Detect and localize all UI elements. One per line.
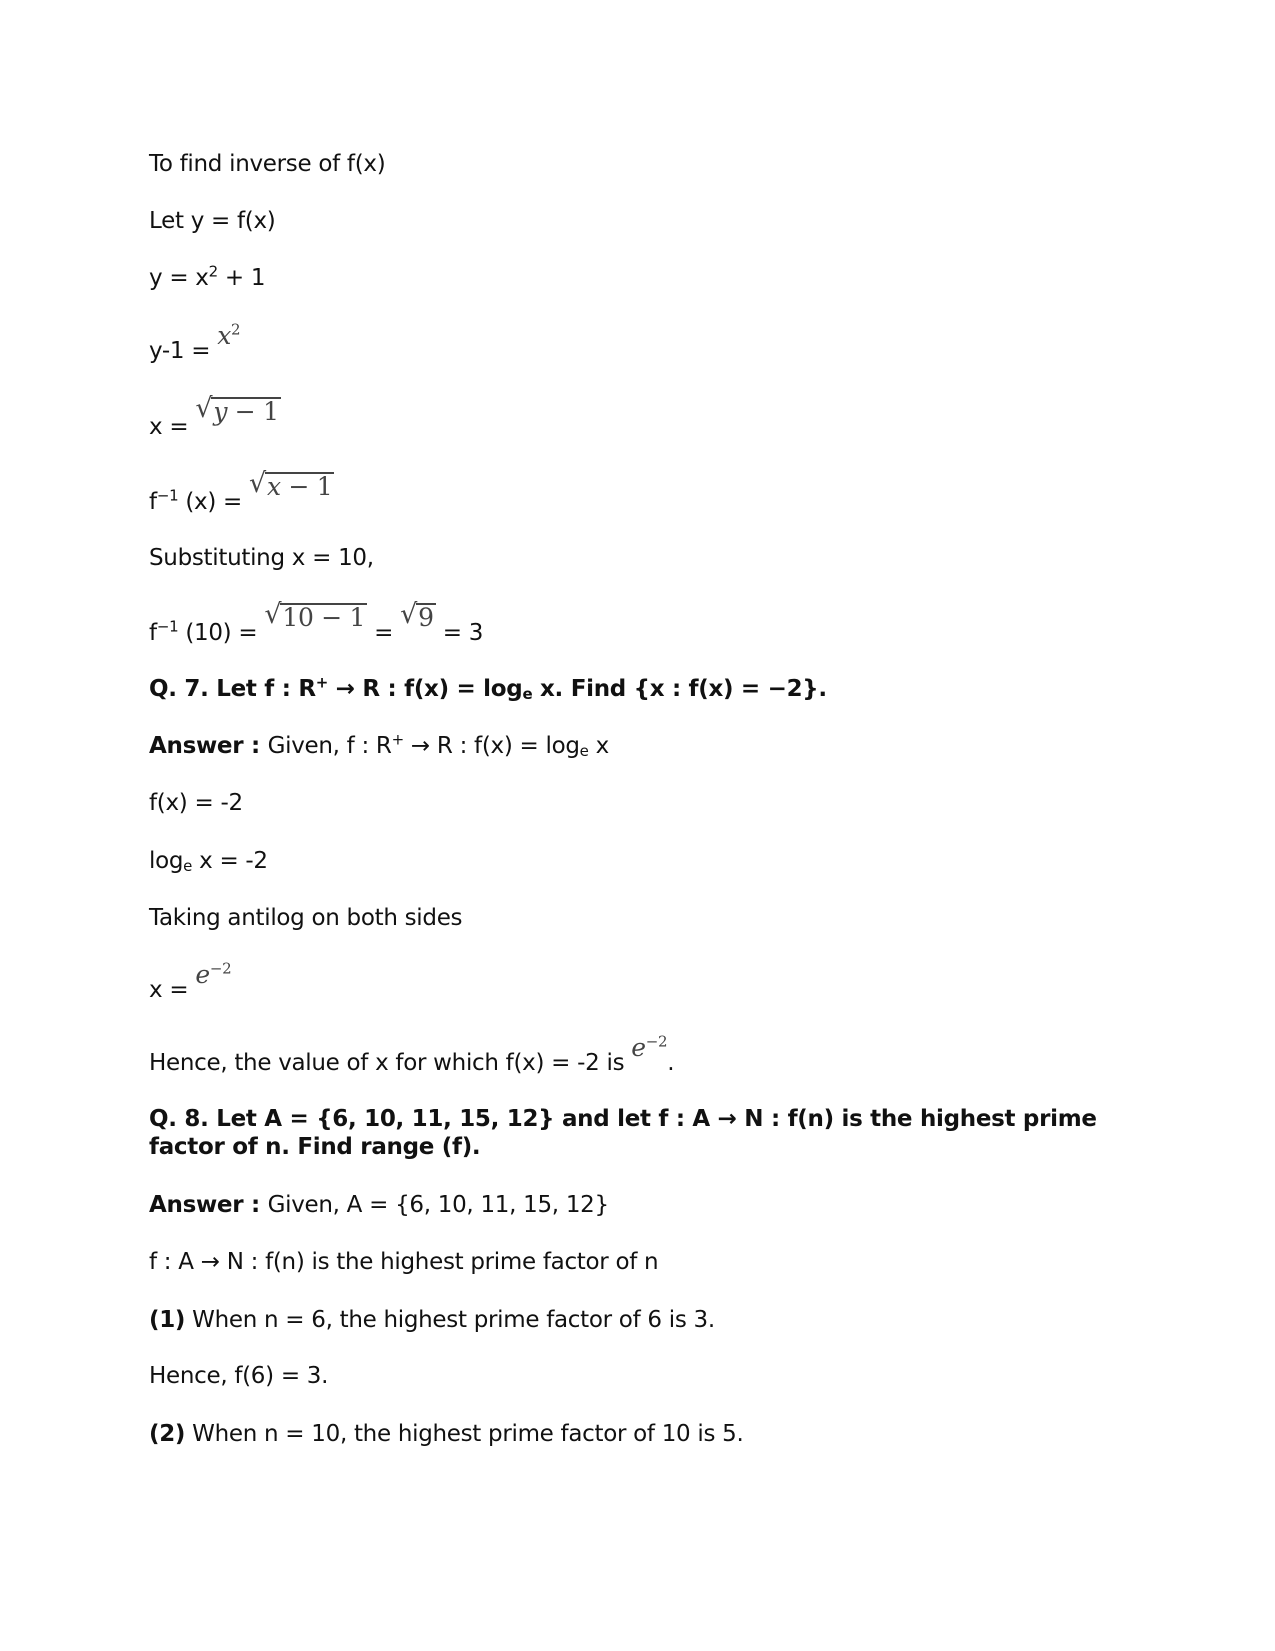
equation-f-inverse-x bbox=[149, 472, 334, 516]
eq-superscript: −1 bbox=[156, 617, 179, 636]
case-label: (1) bbox=[149, 1307, 186, 1333]
a-text: Given, A = {6, 10, 11, 15, 12} bbox=[267, 1192, 609, 1218]
math-image-sqrt-9 bbox=[400, 603, 436, 632]
eq-text: + 1 bbox=[217, 265, 266, 291]
q-superscript: + bbox=[315, 673, 329, 692]
q8-case-1 bbox=[149, 1306, 715, 1334]
eq-text: y = x bbox=[149, 265, 209, 291]
equation-x-sqrt bbox=[149, 397, 281, 441]
q7-step-log bbox=[149, 847, 268, 875]
text-line-find-inverse: To find inverse of f(x) bbox=[149, 151, 386, 177]
math-image-sqrt-x-minus-1 bbox=[249, 472, 334, 501]
c-text: . bbox=[667, 1050, 675, 1076]
answer-label: Answer : bbox=[149, 1192, 268, 1218]
a-subscript: e bbox=[579, 742, 589, 760]
radicand: 10 − 1 bbox=[282, 603, 366, 632]
math-image-e-minus-2 bbox=[195, 960, 231, 989]
s-text: x = bbox=[149, 977, 196, 1003]
math-image-sqrt-10-minus-1 bbox=[264, 603, 367, 632]
eq-text: (x) = bbox=[178, 489, 249, 515]
eq-text: x = bbox=[149, 414, 196, 440]
math-superscript: −2 bbox=[209, 959, 232, 978]
case-label: (2) bbox=[149, 1421, 186, 1447]
s-text: log bbox=[149, 848, 184, 874]
math-var: x bbox=[267, 472, 281, 501]
answer-label: Answer : bbox=[149, 733, 268, 759]
equation-f-inverse-10 bbox=[149, 603, 484, 647]
q-subscript: e bbox=[522, 685, 533, 703]
eq-superscript: −1 bbox=[156, 486, 179, 505]
math-image-e-minus-2 bbox=[631, 1033, 667, 1062]
a-superscript: + bbox=[391, 730, 404, 749]
math-var: e bbox=[195, 960, 210, 989]
s-text: x = -2 bbox=[192, 848, 268, 874]
q8-answer-given bbox=[149, 1191, 609, 1219]
math-text: − 1 bbox=[227, 397, 279, 426]
q-text: x. Find {x : f(x) = −2}. bbox=[532, 676, 827, 702]
c-text: Hence, the value of x for which f(x) = -2 is bbox=[149, 1050, 632, 1076]
q8-case-1-result: Hence, f(6) = 3. bbox=[149, 1363, 329, 1389]
eq-text: y-1 = bbox=[149, 338, 218, 364]
q7-step-antilog: Taking antilog on both sides bbox=[149, 905, 463, 931]
math-image-x-squared bbox=[217, 321, 240, 350]
q7-conclusion bbox=[149, 1032, 675, 1077]
question-7-heading bbox=[149, 675, 827, 703]
q7-step-x-equals-e bbox=[149, 959, 232, 1004]
case-text: When n = 6, the highest prime factor of 6 is 3. bbox=[185, 1307, 715, 1333]
text-line-substituting: Substituting x = 10, bbox=[149, 545, 374, 571]
math-superscript: −2 bbox=[645, 1032, 668, 1051]
q7-step-fx-equals-minus-2: f(x) = -2 bbox=[149, 790, 243, 816]
question-8-heading: Q. 8. Let A = {6, 10, 11, 15, 12} and let f : A → N : f(n) is the highest prime factor of n. Find range (f). bbox=[149, 1106, 1097, 1160]
eq-text: = 3 bbox=[435, 620, 484, 646]
equation-y-equals-x-squared-plus-1 bbox=[149, 264, 265, 292]
math-var: e bbox=[631, 1033, 646, 1062]
math-var: y bbox=[213, 397, 228, 426]
eq-text: f bbox=[149, 489, 157, 515]
q7-answer-given bbox=[149, 732, 609, 760]
text-line-let-y: Let y = f(x) bbox=[149, 208, 276, 234]
a-text: x bbox=[588, 733, 609, 759]
equation-y-minus-1 bbox=[149, 320, 241, 365]
q8-definition: f : A → N : f(n) is the highest prime factor of n bbox=[149, 1249, 659, 1275]
eq-text: = bbox=[367, 620, 401, 646]
math-text: − 1 bbox=[280, 472, 333, 501]
q-text: → R : f(x) = log bbox=[328, 676, 523, 702]
eq-text: (10) = bbox=[178, 620, 265, 646]
math-image-sqrt-y-minus-1 bbox=[195, 397, 280, 426]
eq-text: f bbox=[149, 620, 157, 646]
radicand bbox=[265, 472, 334, 500]
math-var: x bbox=[217, 321, 232, 350]
case-text: When n = 10, the highest prime factor of 10 is 5. bbox=[185, 1421, 744, 1447]
a-text: Given, f : R bbox=[267, 733, 392, 759]
eq-superscript: 2 bbox=[208, 262, 218, 281]
math-superscript: 2 bbox=[231, 320, 241, 339]
q8-case-2 bbox=[149, 1420, 744, 1448]
q-text: Q. 7. Let f : R bbox=[149, 676, 316, 702]
radicand bbox=[211, 397, 280, 425]
radicand: 9 bbox=[418, 603, 434, 632]
a-text: → R : f(x) = log bbox=[403, 733, 580, 759]
s-subscript: e bbox=[183, 857, 193, 875]
